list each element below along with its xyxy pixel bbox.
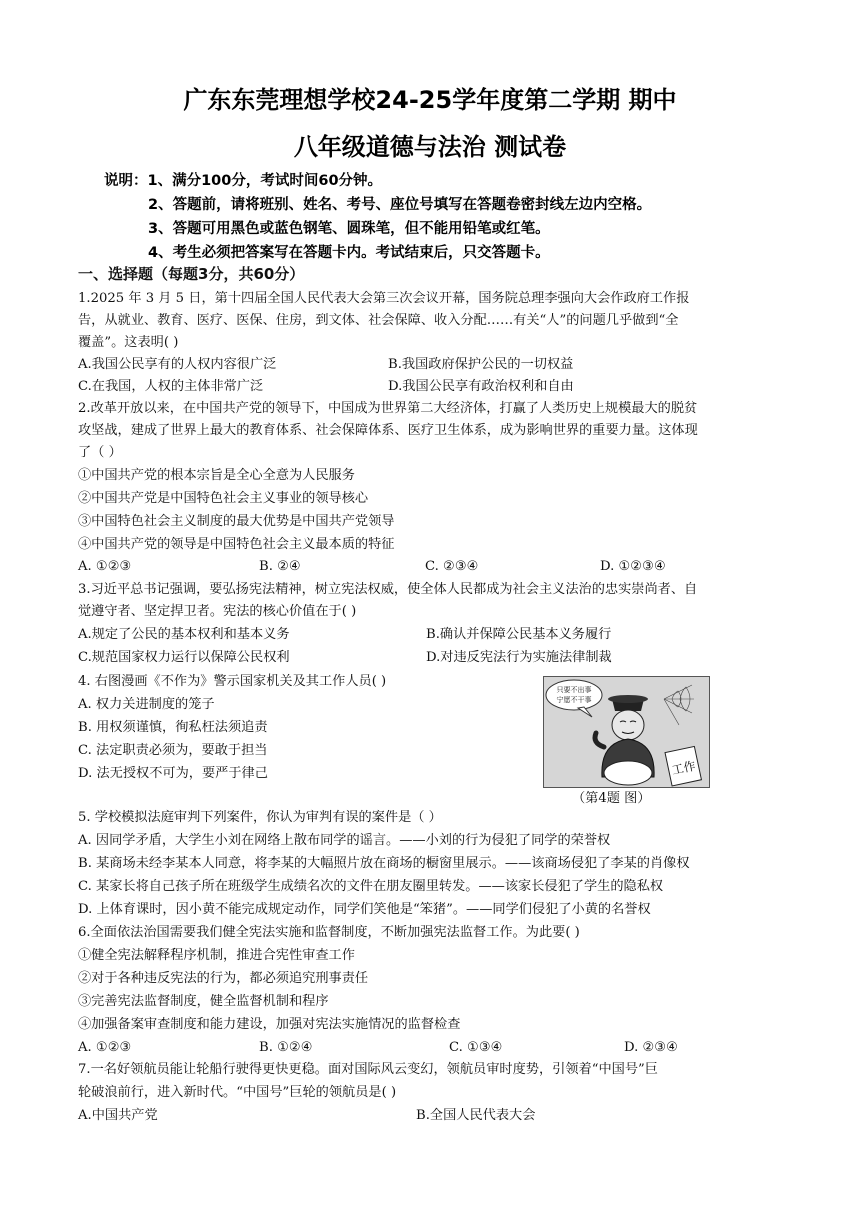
q2-statement: ③中国特色社会主义制度的最大优势是中国共产党领导 (78, 514, 395, 529)
q1-option-b: B.我国政府保护公民的一切权益 (388, 357, 574, 372)
q4-cartoon-image (543, 676, 710, 788)
q4-option-b: B. 用权须谨慎，徇私枉法须追责 (78, 720, 268, 735)
q1-option-d: D.我国公民享有政治权利和自由 (388, 379, 574, 394)
exam-title-line2: 八年级道德与法治 测试卷 (293, 133, 567, 161)
q4-option-c: C. 法定职责必须为，要敢于担当 (78, 743, 268, 758)
q6-statement: ②对于各种违反宪法的行为，都必须追究刑事责任 (78, 971, 369, 986)
q5-stem: 5. 学校模拟法庭审判下列案件，你认为审判有误的案件是（ ） (78, 810, 442, 825)
instruction-1: 说明：1、满分100分，考试时间60分钟。 (104, 173, 383, 189)
q5-option-d: D. 上体育课时，因小黄不能完成规定动作，同学们笑他是“笨猪”。——同学们侵犯了小黄的名誉权 (78, 902, 651, 917)
paper-label: 工作 (670, 758, 697, 778)
q7-stem-line: 轮破浪前行，进入新时代。“中国号”巨轮的领航员是( ) (78, 1085, 397, 1100)
bubble-text-1: 只要不出事 (556, 686, 592, 694)
q5-option-a: A. 因同学矛盾，大学生小刘在网络上散布同学的谣言。——小刘的行为侵犯了同学的荣誉权 (78, 833, 611, 848)
q1-stem-line: 告，从就业、教育、医疗、医保、住房，到文体、社会保障、收入分配……有关“人”的问题几乎做到“全 (78, 313, 679, 328)
q6-option-b: B. ①②④ (259, 1040, 313, 1055)
q6-option-a: A. ①②③ (78, 1040, 132, 1055)
q2-stem-line: 攻坚战，建成了世界上最大的教育体系、社会保障体系、医疗卫生体系，成为影响世界的重要力量。这体现 (78, 423, 698, 438)
section-heading: 一、选择题（每题3分，共60分） (78, 265, 305, 283)
q3-stem-line: 觉遵守者、坚定捍卫者。宪法的核心价值在于( ) (78, 604, 357, 619)
q6-stem: 6.全面依法治国需要我们健全宪法实施和监督制度，不断加强宪法监督工作。为此要( ) (78, 925, 580, 940)
q6-statement: ③完善宪法监督制度，健全监督机制和程序 (78, 994, 329, 1009)
q2-statement: ④中国共产党的领导是中国特色社会主义最本质的特征 (78, 537, 395, 552)
q2-option-d: D. ①②③④ (600, 559, 666, 574)
q3-option-d: D.对违反宪法行为实施法律制裁 (426, 650, 612, 665)
instruction-4: 4、考生必须把答案写在答题卡内。考试结束后，只交答题卡。 (148, 245, 550, 261)
q6-statement: ④加强备案审查制度和能力建设，加强对宪法实施情况的监督检查 (78, 1017, 461, 1032)
q4-option-a: A. 权力关进制度的笼子 (78, 697, 215, 712)
exam-title-line1: 广东东莞理想学校24-25学年度第二学期 期中 (183, 86, 677, 114)
q1-stem-line: 覆盖”。这表明( ) (78, 335, 179, 350)
q2-stem-line: 2.改革开放以来，在中国共产党的领导下，中国成为世界第二大经济体，打赢了人类历史上规模最大的脱贫 (78, 401, 698, 416)
q4-stem: 4. 右图漫画《不作为》警示国家机关及其工作人员( ) (78, 674, 387, 689)
q2-stem-line: 了（ ） (78, 445, 122, 460)
q1-option-c: C.在我国，人权的主体非常广泛 (78, 379, 264, 394)
bubble-text-2: 宁愿不干事 (556, 696, 592, 704)
q5-option-b: B. 某商场未经李某本人同意，将李某的大幅照片放在商场的橱窗里展示。——该商场侵犯了李某的肖像权 (78, 856, 690, 871)
q3-stem-line: 3.习近平总书记强调，要弘扬宪法精神，树立宪法权威，使全体人民都成为社会主义法治的忠实崇尚者、自 (78, 582, 698, 597)
q1-stem-line: 1.2025 年 3 月 5 日，第十四届全国人民代表大会第三次会议开幕，国务院总理李强向大会作政府工作报 (78, 291, 690, 306)
q2-statement: ②中国共产党是中国特色社会主义事业的领导核心 (78, 491, 369, 506)
q7-option-b: B.全国人民代表大会 (416, 1108, 536, 1123)
instruction-2: 2、答题前，请将班别、姓名、考号、座位号填写在答题卷密封线左边内空格。 (148, 197, 652, 213)
q2-statement: ①中国共产党的根本宗旨是全心全意为人民服务 (78, 468, 355, 483)
instruction-3: 3、答题可用黑色或蓝色钢笔、圆珠笔，但不能用铅笔或红笔。 (148, 221, 550, 237)
q7-stem-line: 7.一名好领航员能让轮船行驶得更快更稳。面对国际风云变幻，领航员审时度势，引领着“中国号”巨 (78, 1062, 658, 1077)
q3-option-b: B.确认并保障公民基本义务履行 (426, 627, 612, 642)
q6-option-c: C. ①③④ (449, 1040, 503, 1055)
q7-option-a: A.中国共产党 (78, 1108, 158, 1123)
cartoon-illustration (544, 677, 709, 787)
q3-option-a: A.规定了公民的基本权利和基本义务 (78, 627, 290, 642)
q5-option-c: C. 某家长将自己孩子所在班级学生成绩名次的文件在朋友圈里转发。——该家长侵犯了学生的隐私权 (78, 879, 664, 894)
q4-figure-caption: （第4题 图） (572, 791, 651, 806)
q4-option-d: D. 法无授权不可为，要严于律己 (78, 766, 268, 781)
q2-option-b: B. ②④ (259, 559, 301, 574)
q6-option-d: D. ②③④ (624, 1040, 678, 1055)
q2-option-a: A. ①②③ (78, 559, 132, 574)
q2-option-c: C. ②③④ (425, 559, 479, 574)
q1-option-a: A.我国公民享有的人权内容很广泛 (78, 357, 277, 372)
q3-option-c: C.规范国家权力运行以保障公民权利 (78, 650, 290, 665)
q6-statement: ①健全宪法解释程序机制，推进合宪性审查工作 (78, 948, 355, 963)
